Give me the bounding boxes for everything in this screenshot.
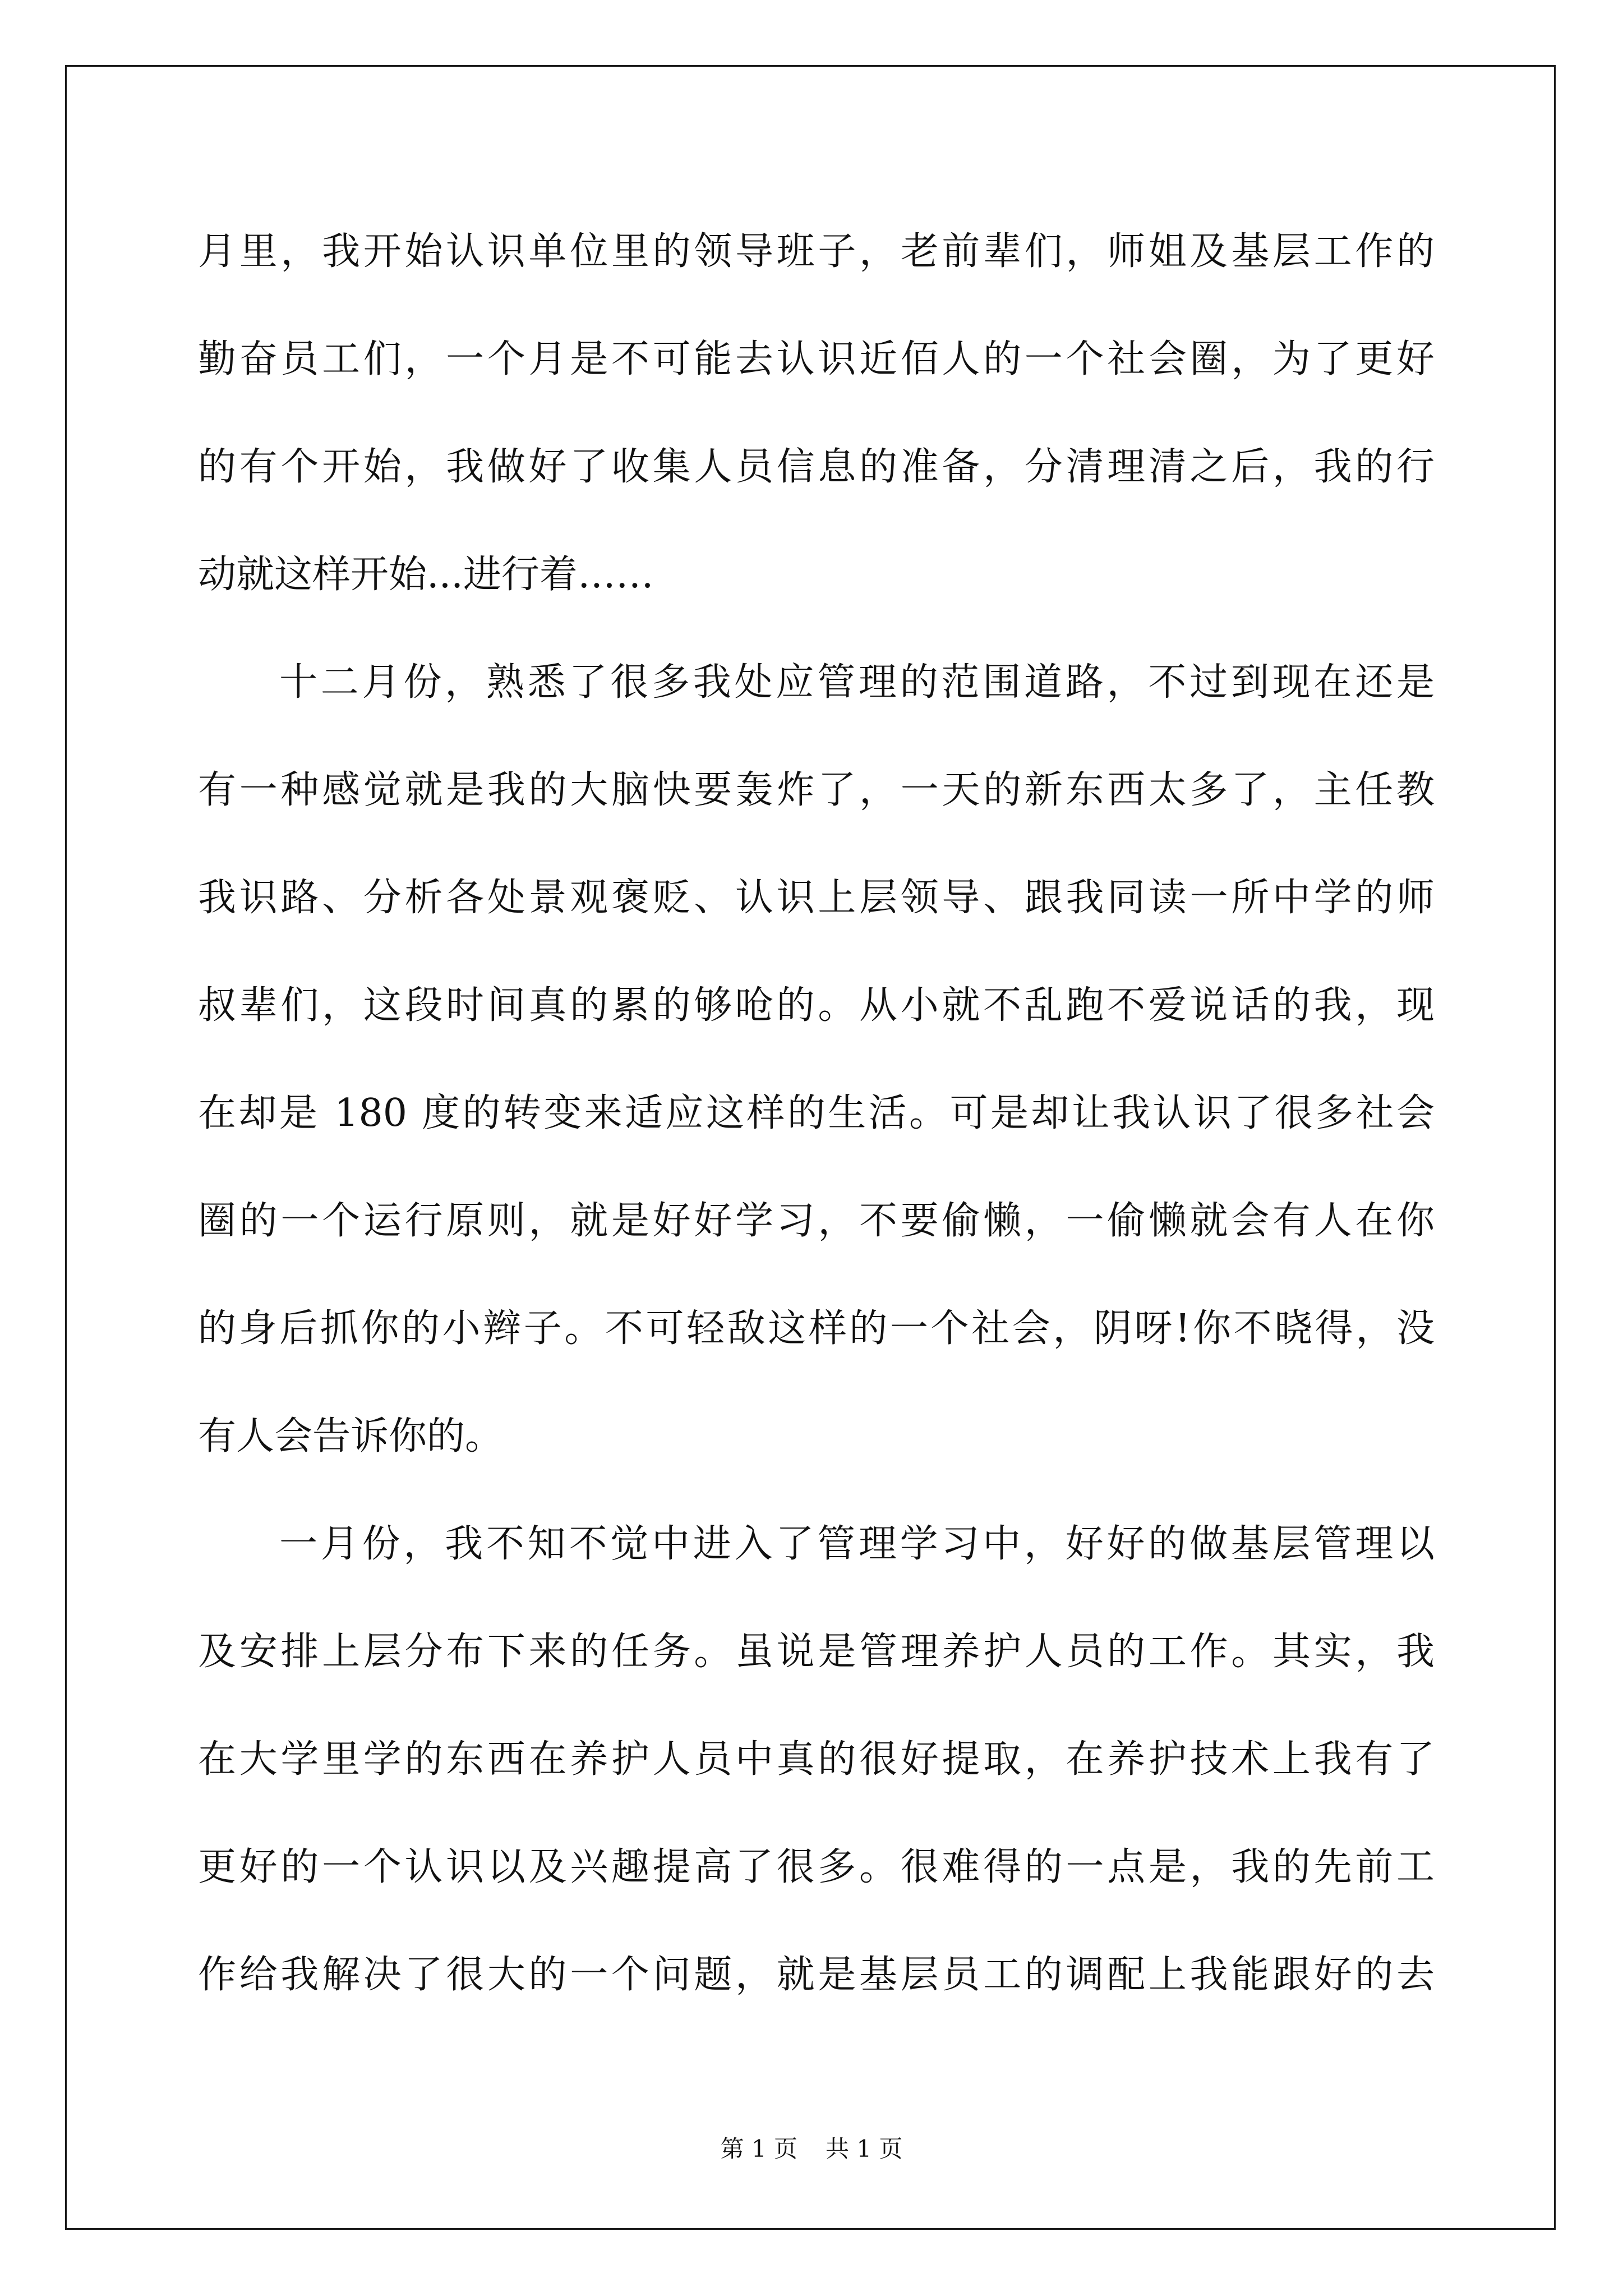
- paragraph-line: 在却是 180 度的转变来适应这样的生活。可是却让我认识了很多社会: [198, 1091, 1435, 1135]
- paragraph-line: 的有个开始，我做好了收集人员信息的准备，分清理清之后，我的行: [198, 445, 1435, 489]
- paragraph-line: 勤奋员工们，一个月是不可能去认识近佰人的一个社会圈，为了更好: [198, 337, 1435, 381]
- paragraph-line: 月里，我开始认识单位里的领导班子，老前辈们，师姐及基层工作的: [198, 229, 1435, 274]
- paragraph-line: 作给我解决了很大的一个问题，就是基层员工的调配上我能跟好的去: [198, 1953, 1435, 1997]
- paragraph-line: 的身后抓你的小辫子。不可轻敌这样的一个社会，阴呀!你不晓得，没: [198, 1306, 1435, 1351]
- paragraph-line: 叔辈们，这段时间真的累的够呛的。从小就不乱跑不爱说话的我，现: [198, 983, 1435, 1028]
- page-number-current: 第 1 页: [720, 2135, 797, 2162]
- paragraph-line: 更好的一个认识以及兴趣提高了很多。很难得的一点是，我的先前工: [198, 1845, 1435, 1889]
- document-body: [198, 219, 1435, 2050]
- paragraph-line: 及安排上层分布下来的任务。虽说是管理养护人员的工作。其实，我: [198, 1630, 1435, 1674]
- page-footer: [0, 2135, 1623, 2163]
- paragraph-line: 我识路、分析各处景观褒贬、认识上层领导、跟我同读一所中学的师: [198, 876, 1435, 920]
- paragraph-line: 动就这样开始...进行着……: [198, 553, 654, 597]
- paragraph-line: 有一种感觉就是我的大脑快要轰炸了，一天的新东西太多了，主任教: [198, 768, 1435, 812]
- paragraph-line: 有人会告诉你的。: [198, 1414, 504, 1458]
- page-number-total: 共 1 页: [826, 2135, 903, 2162]
- paragraph-line: 十二月份，熟悉了很多我处应管理的范围道路，不过到现在还是: [279, 660, 1435, 705]
- paragraph-line: 圈的一个运行原则，就是好好学习，不要偷懒，一偷懒就会有人在你: [198, 1199, 1435, 1243]
- paragraph-line: 在大学里学的东西在养护人员中真的很好提取，在养护技术上我有了: [198, 1737, 1435, 1782]
- paragraph-line: 一月份，我不知不觉中进入了管理学习中，好好的做基层管理以: [279, 1522, 1435, 1566]
